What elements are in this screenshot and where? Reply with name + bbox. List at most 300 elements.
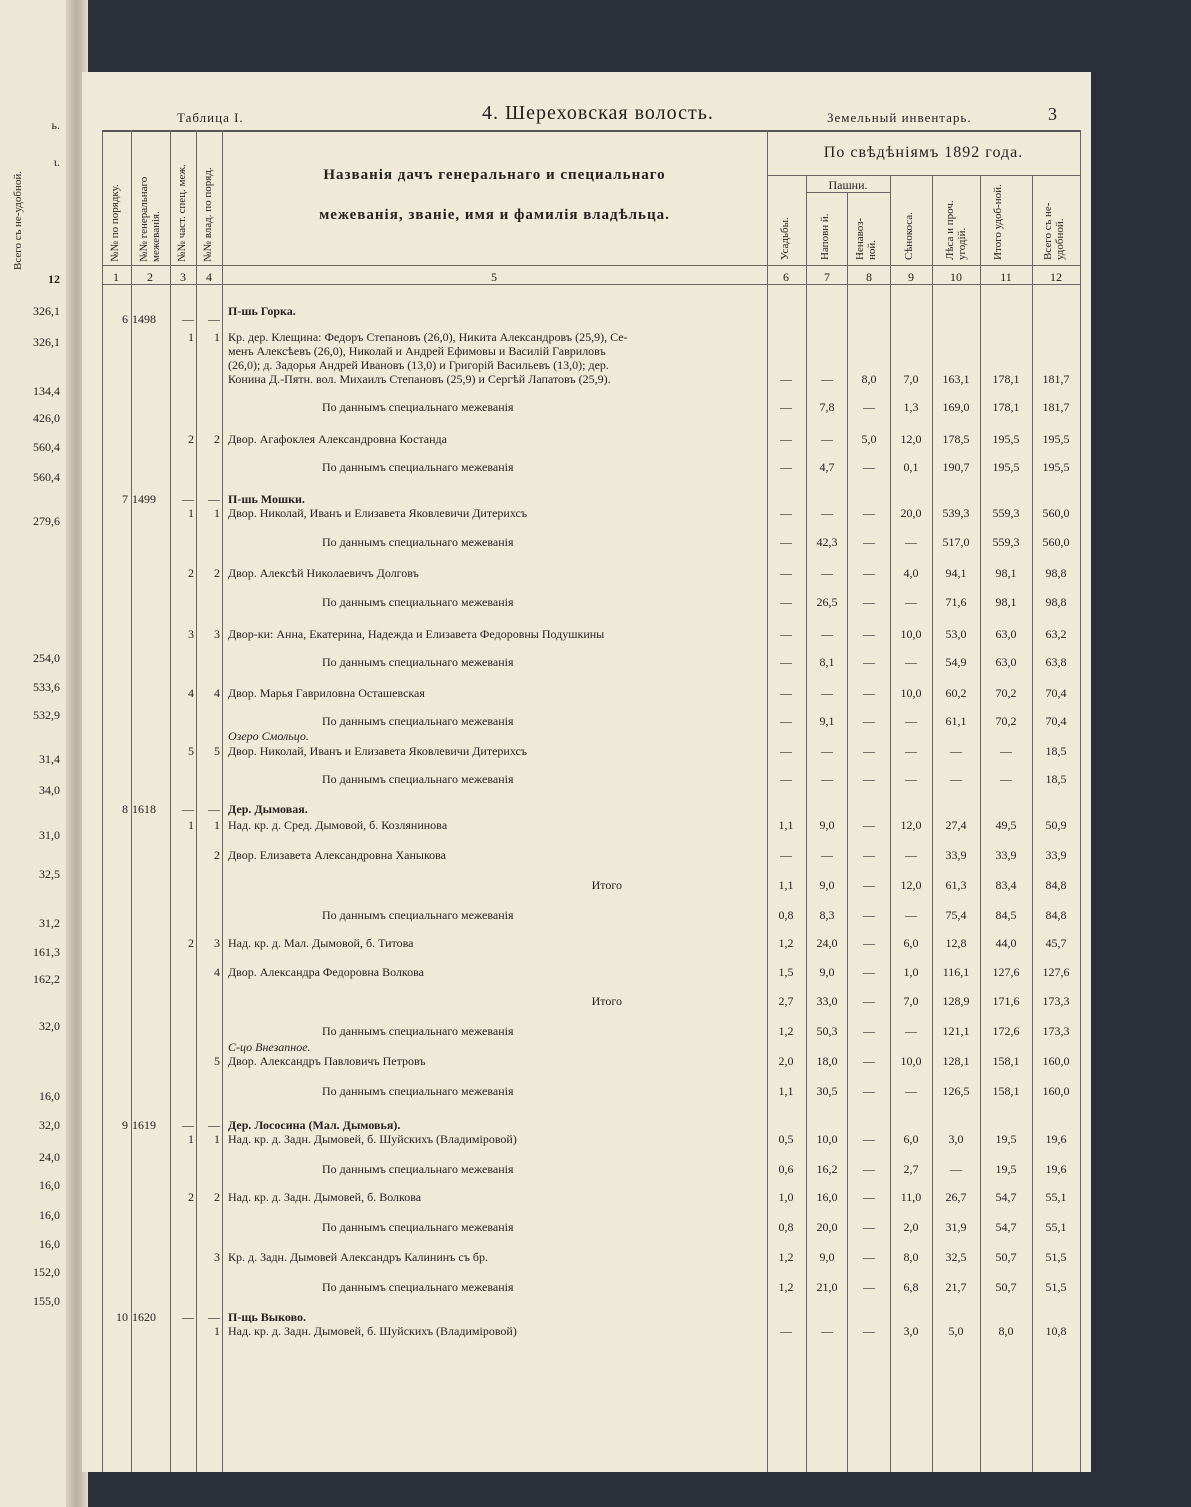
row-value-col6: — xyxy=(780,655,792,669)
row-owner-number: — xyxy=(208,1310,220,1324)
row-owner-number: — xyxy=(208,1118,220,1132)
row-description: С-цо Внезапное. xyxy=(228,1040,311,1054)
row-value-col12: 98,8 xyxy=(1045,595,1067,609)
row-value-col10: 61,1 xyxy=(945,714,967,728)
row-value-col6: — xyxy=(780,372,792,386)
row-value-col9: 11,0 xyxy=(900,1190,922,1204)
col4-header: №№ влад. по поряд. xyxy=(202,167,214,262)
top-rule xyxy=(102,130,1080,132)
row-value-col8: — xyxy=(863,566,875,580)
row-description: Кр. дер. Клещина: Федоръ Степановъ (26,0), Никита Александровъ (25,9), Се- xyxy=(228,330,628,344)
row-value-col7: — xyxy=(821,432,833,446)
row-value-col8: — xyxy=(863,965,875,979)
row-owner-number: — xyxy=(208,312,220,326)
row-value-col6: — xyxy=(780,627,792,641)
row-value-col6: — xyxy=(780,460,792,474)
row-owner-number: 4 xyxy=(214,965,220,979)
row-value-col12: 160,0 xyxy=(1042,1084,1070,1098)
row-value-col10: 121,1 xyxy=(942,1024,970,1038)
row-value-col11: 559,3 xyxy=(992,506,1020,520)
row-owner-number: 3 xyxy=(214,1250,220,1264)
row-value-col7: 16,2 xyxy=(816,1162,838,1176)
row-value-col7: 50,3 xyxy=(816,1024,838,1038)
row-value-col11: 84,5 xyxy=(995,908,1017,922)
row-value-col10: 178,5 xyxy=(942,432,970,446)
row-value-col8: — xyxy=(863,1324,875,1338)
row-value-col7: 10,0 xyxy=(816,1132,838,1146)
row-value-col9: 1,3 xyxy=(903,400,919,414)
left-page-value: 279,6 xyxy=(33,514,60,528)
row-owner-number: 1 xyxy=(214,330,220,344)
row-value-col11: 44,0 xyxy=(995,936,1017,950)
row-value-col10: 116,1 xyxy=(942,965,970,979)
left-page-value: 24,0 xyxy=(39,1150,60,1164)
row-value-col6: 0,6 xyxy=(778,1162,794,1176)
row-value-col7: 21,0 xyxy=(816,1280,838,1294)
row-owner-number: 5 xyxy=(214,1054,220,1068)
row-value-col11: — xyxy=(1000,744,1012,758)
row-description: Двор. Александръ Павловичъ Петровъ xyxy=(228,1054,426,1068)
row-value-col9: 2,0 xyxy=(903,1220,919,1234)
row-description: Кр. д. Задн. Дымовей Александръ Калининъ съ бр. xyxy=(228,1250,488,1264)
row-value-col8: 8,0 xyxy=(861,372,877,386)
row-value-col10: 12,8 xyxy=(945,936,967,950)
left-page-value: 32,0 xyxy=(39,1118,60,1132)
column-number: 3 xyxy=(180,270,186,284)
column-number: 4 xyxy=(206,270,212,284)
row-value-col10: 31,9 xyxy=(945,1220,967,1234)
row-owner-number: 5 xyxy=(214,744,220,758)
row-value-col12: 33,9 xyxy=(1045,848,1067,862)
row-value-col8: — xyxy=(863,1132,875,1146)
row-description: Двор. Марья Гавриловна Осташевская xyxy=(228,686,425,700)
row-value-col8: — xyxy=(863,400,875,414)
row-value-col7: 42,3 xyxy=(816,535,838,549)
left-page-value: 426,0 xyxy=(33,411,60,425)
col7-header: Наповн й. xyxy=(819,213,831,260)
row-owner-number: 3 xyxy=(214,627,220,641)
row-value-col12: 181,7 xyxy=(1042,400,1070,414)
left-page-value: 34,0 xyxy=(39,783,60,797)
section-label: Земельный инвентарь. xyxy=(827,110,972,125)
row-special-number: — xyxy=(182,312,194,326)
row-value-col10: 33,9 xyxy=(945,848,967,862)
row-value-col12: 55,1 xyxy=(1045,1220,1067,1234)
row-order-number: 7 xyxy=(122,492,128,506)
column-number: 6 xyxy=(783,270,789,284)
row-value-col9: 6,8 xyxy=(903,1280,919,1294)
row-value-col9: — xyxy=(905,714,917,728)
row-special-number: — xyxy=(182,1310,194,1324)
row-value-col6: — xyxy=(780,432,792,446)
row-value-col10: 75,4 xyxy=(945,908,967,922)
row-value-col12: 173,3 xyxy=(1042,1024,1070,1038)
row-value-col11: 172,6 xyxy=(992,1024,1020,1038)
row-value-col6: — xyxy=(780,744,792,758)
row-description: Дер. Лососина (Мал. Дымовья). xyxy=(228,1118,401,1132)
row-value-col11: 158,1 xyxy=(992,1054,1020,1068)
left-page-value: 32,0 xyxy=(39,1019,60,1033)
col6-header: Усадьбы. xyxy=(779,217,791,260)
row-value-col10: 94,1 xyxy=(945,566,967,580)
row-value-col8: — xyxy=(863,686,875,700)
row-value-col7: 9,0 xyxy=(819,878,835,892)
row-description: Над. кр. д. Мал. Дымовой, б. Титова xyxy=(228,936,414,950)
row-value-col12: 19,6 xyxy=(1045,1132,1067,1146)
left-page-value: 16,0 xyxy=(39,1178,60,1192)
row-general-number: 1619 xyxy=(132,1118,156,1132)
row-value-col11: 54,7 xyxy=(995,1190,1017,1204)
row-description: По даннымъ специальнаго межеванія xyxy=(322,535,514,549)
left-page-value: 161,3 xyxy=(33,945,60,959)
row-value-col12: 19,6 xyxy=(1045,1162,1067,1176)
row-value-col11: 49,5 xyxy=(995,818,1017,832)
page-title: 4. Шереховская волость. xyxy=(482,102,714,124)
row-order-number: 9 xyxy=(122,1118,128,1132)
row-value-col10: 54,9 xyxy=(945,655,967,669)
row-value-col6: 0,5 xyxy=(778,1132,794,1146)
row-value-col9: — xyxy=(905,535,917,549)
row-value-col6: — xyxy=(780,686,792,700)
row-value-col10: 21,7 xyxy=(945,1280,967,1294)
column-number: 10 xyxy=(950,270,962,284)
row-value-col8: — xyxy=(863,460,875,474)
group-1892-header: По свѣдѣніямъ 1892 года. xyxy=(823,144,1024,161)
left-col-num: 12 xyxy=(48,272,60,286)
row-description: По даннымъ специальнаго межеванія xyxy=(322,400,514,414)
column-number: 8 xyxy=(866,270,872,284)
row-value-col7: 30,5 xyxy=(816,1084,838,1098)
row-special-number: 4 xyxy=(188,686,194,700)
col10-header: Лѣса и проч. угодій. xyxy=(944,200,968,260)
row-description: Двор. Александра Федоровна Волкова xyxy=(228,965,424,979)
row-value-col6: — xyxy=(780,506,792,520)
row-value-col11: 178,1 xyxy=(992,372,1020,386)
row-description: Над. кр. д. Задн. Дымовей, б. Волкова xyxy=(228,1190,422,1204)
row-value-col7: 16,0 xyxy=(816,1190,838,1204)
colnum-bottom-rule xyxy=(102,284,1080,285)
row-description: менъ Алексѣевъ (26,0), Николай и Андрей Ефимовы и Василій Гавриловъ xyxy=(228,344,606,358)
row-value-col8: — xyxy=(863,1024,875,1038)
row-value-col10: 517,0 xyxy=(942,535,970,549)
row-value-col7: — xyxy=(821,744,833,758)
row-value-col8: — xyxy=(863,744,875,758)
row-description: П-шь Горка. xyxy=(228,304,296,318)
row-value-col6: 1,1 xyxy=(778,818,794,832)
row-value-col6: 1,5 xyxy=(778,965,794,979)
row-value-col6: — xyxy=(780,714,792,728)
row-special-number: 3 xyxy=(188,627,194,641)
row-owner-number: 1 xyxy=(214,1132,220,1146)
row-description: По даннымъ специальнаго межеванія xyxy=(322,1024,514,1038)
row-value-col6: 1,0 xyxy=(778,1190,794,1204)
left-page-value: 560,4 xyxy=(33,440,60,454)
row-value-col11: 98,1 xyxy=(995,595,1017,609)
left-page-value: 16,0 xyxy=(39,1089,60,1103)
row-value-col9: 7,0 xyxy=(903,372,919,386)
row-value-col12: 63,2 xyxy=(1045,627,1067,641)
row-description: По даннымъ специальнаго межеванія xyxy=(322,655,514,669)
row-value-col8: — xyxy=(863,772,875,786)
row-value-col6: — xyxy=(780,772,792,786)
row-value-col10: 26,7 xyxy=(945,1190,967,1204)
row-value-col12: 560,0 xyxy=(1042,506,1070,520)
row-value-col8: — xyxy=(863,714,875,728)
row-value-col8: — xyxy=(863,1084,875,1098)
page-number: 3 xyxy=(1048,104,1057,124)
row-description: (26,0); д. Задорья Андрей Ивановъ (13,0) и Григорій Васильевъ (13,0); дер. xyxy=(228,358,609,372)
row-value-col7: 4,7 xyxy=(819,460,835,474)
row-value-col6: — xyxy=(780,566,792,580)
row-value-col9: 12,0 xyxy=(900,818,922,832)
row-description: Двор. Алексѣй Николаевичъ Долговъ xyxy=(228,566,419,580)
row-value-col10: 126,5 xyxy=(942,1084,970,1098)
left-page-value: 533,6 xyxy=(33,680,60,694)
row-value-col8: — xyxy=(863,1280,875,1294)
left-page-value: 32,5 xyxy=(39,867,60,881)
row-value-col6: 0,8 xyxy=(778,1220,794,1234)
row-owner-number: 2 xyxy=(214,432,220,446)
row-value-col11: 63,0 xyxy=(995,655,1017,669)
row-value-col12: 51,5 xyxy=(1045,1280,1067,1294)
row-value-col12: 51,5 xyxy=(1045,1250,1067,1264)
row-value-col6: 1,2 xyxy=(778,936,794,950)
row-owner-number: 1 xyxy=(214,818,220,832)
row-value-col6: — xyxy=(780,535,792,549)
row-special-number: 1 xyxy=(188,1132,194,1146)
row-value-col12: 50,9 xyxy=(1045,818,1067,832)
col11-header: Итого удоб-ной. xyxy=(992,184,1004,260)
row-value-col12: 560,0 xyxy=(1042,535,1070,549)
row-special-number: 1 xyxy=(188,506,194,520)
row-special-number: 2 xyxy=(188,936,194,950)
left-page-value: 532,9 xyxy=(33,708,60,722)
row-value-col12: 70,4 xyxy=(1045,686,1067,700)
row-value-col12: 70,4 xyxy=(1045,714,1067,728)
col1-header: №№ по порядку. xyxy=(109,184,121,262)
row-value-col8: — xyxy=(863,818,875,832)
table-label: Таблица I. xyxy=(177,110,244,125)
row-value-col7: — xyxy=(821,372,833,386)
row-value-col10: 539,3 xyxy=(942,506,970,520)
row-description: Двор. Николай, Иванъ и Елизавета Яковлевичи Дитерихсъ xyxy=(228,744,528,758)
row-description: По даннымъ специальнаго межеванія xyxy=(322,595,514,609)
row-value-col10: 169,0 xyxy=(942,400,970,414)
row-owner-number: — xyxy=(208,802,220,816)
row-description: По даннымъ специальнаго межеванія xyxy=(322,1220,514,1234)
row-value-col11: 54,7 xyxy=(995,1220,1017,1234)
row-value-col8: — xyxy=(863,908,875,922)
row-value-col12: 10,8 xyxy=(1045,1324,1067,1338)
row-value-col9: — xyxy=(905,655,917,669)
row-value-col8: 5,0 xyxy=(861,432,877,446)
left-page-value: 16,0 xyxy=(39,1208,60,1222)
row-value-col11: 50,7 xyxy=(995,1250,1017,1264)
row-general-number: 1620 xyxy=(132,1310,156,1324)
row-special-number: 1 xyxy=(188,818,194,832)
row-value-col7: — xyxy=(821,1324,833,1338)
row-owner-number: 1 xyxy=(214,1324,220,1338)
row-description: Итого xyxy=(591,878,622,892)
row-value-col8: — xyxy=(863,506,875,520)
row-value-col12: 181,7 xyxy=(1042,372,1070,386)
row-value-col7: 9,0 xyxy=(819,1250,835,1264)
left-col-vertical-header: Всего съ не-удобной. xyxy=(12,171,24,270)
row-value-col6: — xyxy=(780,1324,792,1338)
row-special-number: 2 xyxy=(188,1190,194,1204)
row-value-col9: 10,0 xyxy=(900,1054,922,1068)
row-value-col7: 8,3 xyxy=(819,908,835,922)
row-value-col9: 7,0 xyxy=(903,994,919,1008)
left-page-column xyxy=(0,0,62,1507)
row-special-number: 1 xyxy=(188,330,194,344)
row-description: Конина Д.-Пятн. вол. Михаилъ Степановъ (25,9) и Сергѣй Лапатовъ (25,9). xyxy=(228,372,611,386)
row-description: Двор. Агафоклея Александровна Костанда xyxy=(228,432,447,446)
left-page-value: 326,1 xyxy=(33,335,60,349)
table-page xyxy=(82,72,1091,1472)
row-value-col6: 1,2 xyxy=(778,1250,794,1264)
row-value-col7: 20,0 xyxy=(816,1220,838,1234)
column-number: 7 xyxy=(824,270,830,284)
row-description: Двор. Николай, Иванъ и Елизавета Яковлевичи Дитерихсъ xyxy=(228,506,528,520)
row-description: По даннымъ специальнаго межеванія xyxy=(322,1084,514,1098)
row-value-col9: 6,0 xyxy=(903,1132,919,1146)
row-value-col10: 27,4 xyxy=(945,818,967,832)
row-value-col8: — xyxy=(863,627,875,641)
row-value-col8: — xyxy=(863,994,875,1008)
row-value-col12: 84,8 xyxy=(1045,878,1067,892)
row-description: П-щь Выково. xyxy=(228,1310,307,1324)
row-description: Двор-ки: Анна, Екатерина, Надежда и Елизавета Федоровны Подушкины xyxy=(228,627,605,641)
row-description: Над. кр. д. Задн. Дымовей, б. Шуйскихъ (Владиміровой) xyxy=(228,1324,517,1338)
row-value-col11: 98,1 xyxy=(995,566,1017,580)
left-page-value: 254,0 xyxy=(33,651,60,665)
row-value-col12: 63,8 xyxy=(1045,655,1067,669)
row-value-col12: 18,5 xyxy=(1045,772,1067,786)
row-value-col7: — xyxy=(821,506,833,520)
row-value-col9: 8,0 xyxy=(903,1250,919,1264)
row-value-col7: 24,0 xyxy=(816,936,838,950)
row-value-col7: 7,8 xyxy=(819,400,835,414)
row-description: Над. кр. д. Задн. Дымовей, б. Шуйскихъ (Владиміровой) xyxy=(228,1132,517,1146)
left-page-value: 162,2 xyxy=(33,972,60,986)
row-value-col11: 70,2 xyxy=(995,714,1017,728)
row-description: Итого xyxy=(591,994,622,1008)
left-page-value: 326,1 xyxy=(33,304,60,318)
row-value-col12: 45,7 xyxy=(1045,936,1067,950)
row-value-col8: — xyxy=(863,878,875,892)
row-value-col11: 158,1 xyxy=(992,1084,1020,1098)
row-value-col6: — xyxy=(780,848,792,862)
row-value-col11: 127,6 xyxy=(992,965,1020,979)
row-value-col9: — xyxy=(905,744,917,758)
row-value-col9: 10,0 xyxy=(900,686,922,700)
row-value-col6: — xyxy=(780,400,792,414)
row-description: Озеро Смольцо. xyxy=(228,729,309,743)
row-value-col9: — xyxy=(905,908,917,922)
row-owner-number: 4 xyxy=(214,686,220,700)
row-description: По даннымъ специальнаго межеванія xyxy=(322,714,514,728)
row-value-col6: 1,2 xyxy=(778,1024,794,1038)
row-value-col11: 195,5 xyxy=(992,460,1020,474)
row-value-col9: 1,0 xyxy=(903,965,919,979)
row-value-col11: 83,4 xyxy=(995,878,1017,892)
row-value-col7: 9,1 xyxy=(819,714,835,728)
row-value-col10: 5,0 xyxy=(948,1324,964,1338)
row-value-col9: 0,1 xyxy=(903,460,919,474)
row-value-col6: 2,0 xyxy=(778,1054,794,1068)
row-value-col10: 32,5 xyxy=(945,1250,967,1264)
row-value-col11: 171,6 xyxy=(992,994,1020,1008)
column-number: 2 xyxy=(147,270,153,284)
row-owner-number: — xyxy=(208,492,220,506)
row-value-col7: 18,0 xyxy=(816,1054,838,1068)
row-value-col9: — xyxy=(905,595,917,609)
row-value-col9: 12,0 xyxy=(900,878,922,892)
row-general-number: 1618 xyxy=(132,802,156,816)
row-value-col11: 195,5 xyxy=(992,432,1020,446)
row-description: По даннымъ специальнаго межеванія xyxy=(322,1162,514,1176)
row-value-col8: — xyxy=(863,936,875,950)
row-value-col8: — xyxy=(863,1220,875,1234)
left-page-value: 31,0 xyxy=(39,828,60,842)
row-value-col10: 71,6 xyxy=(945,595,967,609)
row-owner-number: 2 xyxy=(214,848,220,862)
row-value-col8: — xyxy=(863,848,875,862)
row-special-number: — xyxy=(182,492,194,506)
row-value-col8: — xyxy=(863,595,875,609)
row-description: По даннымъ специальнаго межеванія xyxy=(322,772,514,786)
left-col-header-fragment: ι. xyxy=(53,155,60,169)
left-page-value: 16,0 xyxy=(39,1237,60,1251)
col5-header-line2: межеванія, званіе, имя и фамилія владѣльца. xyxy=(319,207,670,223)
left-page-value: 155,0 xyxy=(33,1294,60,1308)
row-value-col11: 19,5 xyxy=(995,1162,1017,1176)
row-value-col10: 163,1 xyxy=(942,372,970,386)
row-value-col11: 559,3 xyxy=(992,535,1020,549)
column-number: 9 xyxy=(908,270,914,284)
row-value-col7: — xyxy=(821,627,833,641)
row-owner-number: 3 xyxy=(214,936,220,950)
col5-header-line1: Названія дачъ генеральнаго и специальнаго xyxy=(323,167,666,183)
pashni-header: Пашни. xyxy=(828,178,868,192)
row-value-col12: 173,3 xyxy=(1042,994,1070,1008)
row-value-col8: — xyxy=(863,535,875,549)
row-value-col7: 33,0 xyxy=(816,994,838,1008)
row-value-col10: — xyxy=(950,744,962,758)
row-value-col7: 9,0 xyxy=(819,965,835,979)
row-value-col11: 178,1 xyxy=(992,400,1020,414)
col9-header: Сѣнокоса. xyxy=(903,212,915,260)
row-value-col10: — xyxy=(950,1162,962,1176)
left-page-value: 152,0 xyxy=(33,1265,60,1279)
row-value-col8: — xyxy=(863,655,875,669)
row-description: Над. кр. д. Сред. Дымовой, б. Козляниновa xyxy=(228,818,448,832)
col12-header: Всего съ не-удобной. xyxy=(1042,202,1066,260)
row-value-col12: 195,5 xyxy=(1042,432,1070,446)
row-value-col7: 26,5 xyxy=(816,595,838,609)
col8-header: Ненавоз-ной. xyxy=(854,217,878,260)
row-value-col7: — xyxy=(821,566,833,580)
row-value-col7: 8,1 xyxy=(819,655,835,669)
row-value-col8: — xyxy=(863,1190,875,1204)
row-special-number: 5 xyxy=(188,744,194,758)
row-value-col6: — xyxy=(780,595,792,609)
row-order-number: 8 xyxy=(122,802,128,816)
row-description: Двор. Елизавета Александровна Ханыкова xyxy=(228,848,446,862)
row-special-number: 2 xyxy=(188,566,194,580)
row-value-col9: — xyxy=(905,1084,917,1098)
